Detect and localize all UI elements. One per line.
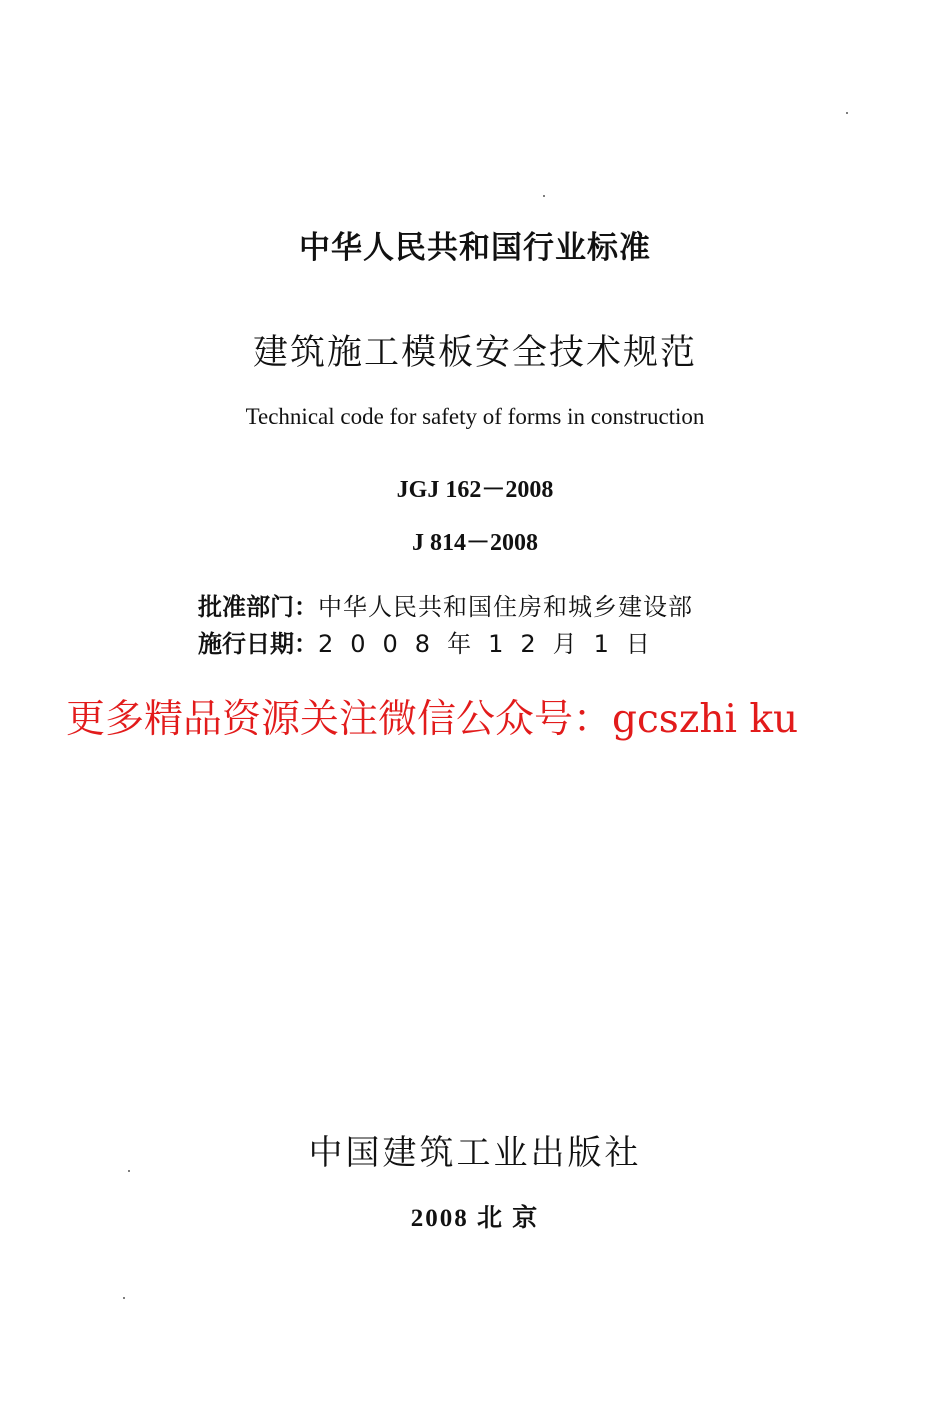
standard-code-primary: JGJ 162－2008	[396, 477, 554, 503]
effective-date-label: 施行日期：	[198, 630, 318, 658]
effective-date-value: 2008年12月1日	[318, 630, 667, 658]
publication-year-place: 2008 北 京	[410, 1205, 540, 1232]
effective-date-row	[198, 624, 667, 659]
scan-speck	[123, 1297, 125, 1299]
standard-code-secondary: J 814－2008	[412, 530, 538, 556]
title-english: Technical code for safety of forms in construction	[245, 404, 705, 429]
approval-value: 中华人民共和国住房和城乡建设部	[318, 593, 693, 621]
title-chinese: 建筑施工模板安全技术规范	[252, 333, 697, 373]
standard-header: 中华人民共和国行业标准	[299, 230, 651, 266]
publisher-name: 中国建筑工业出版社	[308, 1133, 642, 1173]
scan-speck	[128, 1170, 130, 1172]
approval-row	[198, 587, 693, 622]
promo-watermark-text: 更多精品资源关注微信公众号：gcszhi ku	[66, 697, 799, 742]
scan-speck	[846, 112, 848, 114]
approval-label: 批准部门：	[198, 593, 318, 621]
scan-speck	[543, 195, 545, 197]
